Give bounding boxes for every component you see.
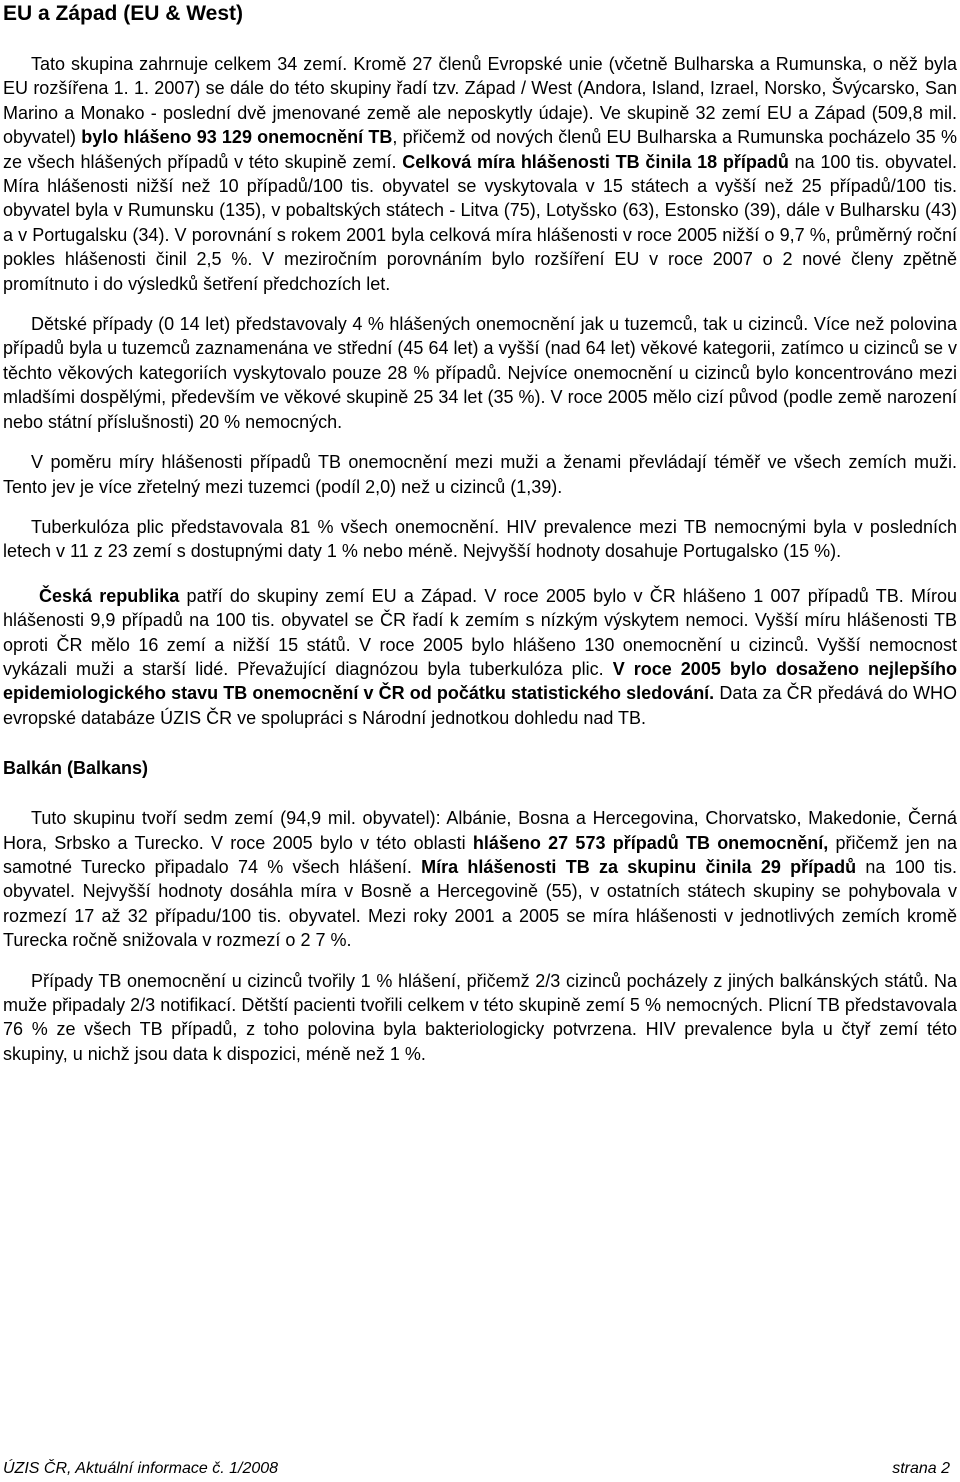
section-title-eu-west: EU a Západ (EU & West) [3, 2, 243, 25]
text-run: Data za ČR předává do WHO evropské databáze ÚZIS ČR ve spolupráci s Národní jednotkou dohledu nad TB. [3, 683, 957, 728]
document-page [3, 0, 957, 1066]
section-title-balkans: Balkán (Balkans) [3, 758, 149, 779]
bold-text-run: Celková míra hlášenosti TB činila 18 případů [402, 151, 789, 172]
bold-text-run: Míra hlášenosti TB za skupinu činila 29 případů [421, 856, 857, 877]
page-footer [3, 1460, 950, 1482]
text-run: , přičemž od nových členů EU Bulharska a Rumunska pocházelo 35 % ze všech hlášených případů v této skupině zemí. [3, 127, 957, 172]
text-run: patří do skupiny zemí EU a Západ. V roce 2005 bylo v ČR hlášeno 1 007 případů TB. Mírou hlášenosti 9,9 případů na 100 tis. obyvatel se ČR řadí k zemím s nízkým výskytem nemoci. Vyšší míru hlášenosti TB oproti ČR mělo 16 zemí a nižší 15 států. V roce 2005 bylo hlášeno 130 onemocnění u cizinců. Vyšší nemocnost vykázali muži a starší lidé. Převažující diagnózou byla tuberkulóza plic. [3, 585, 957, 679]
bold-text-run: hlášeno 27 573 případů TB onemocnění, [472, 832, 829, 853]
paragraph-balkans-overview [3, 806, 957, 952]
text-run: Tuto skupinu tvoří sedm zemí (94,9 mil. obyvatel): Albánie, Bosna a Hercegovina, Chorvatsko, Makedonie, Černá Hora, Srbsko a Turecko. V roce 2005 bylo v této oblasti [3, 808, 957, 853]
paragraph-pulmonary-hiv: Tuberkulóza plic představovala 81 % všech onemocnění. HIV prevalence mezi TB nemocnými byla v posledních letech v 11 z 23 zemí s dostupnými daty 1 % nebo méně. Nejvyšší hodnoty dosahuje Portugalsko (15 %). [3, 516, 957, 562]
paragraph-balkans-foreigners: Případy TB onemocnění u cizinců tvořily 1 % hlášení, přičemž 2/3 cizinců pocházely z jiných balkánských států. Na muže připadaly 2/3 notifikací. Dětští pacienti tvořili celkem v této skupině zemí 5 % nemocných. Plicní TB představovala 76 % ze všech TB případů, z toho polovina byla bakteriologicky potvrzena. HIV prevalence byla u čtyř zemí této skupiny, u nichž jsou data k dispozici, méně než 1 %. [3, 970, 957, 1064]
paragraph-children-cases: Dětské případy (0 14 let) představovaly 4 % hlášených onemocnění jak u tuzemců, tak u cizinců. Více než polovina případů byla u tuzemců zaznamenána ve střední (45 64 let) a vyšší (nad 64 let) věkové kategorii, zatímco u cizinců se v těchto věkových kategoriích vyskytovalo pouze 28 % případů. Nejvíce onemocnění u cizinců bylo koncentrováno mezi mladšími dospělými, především ve věkové skupině 25 34 let (35 %). V roce 2005 mělo cizí původ (podle země narození nebo státní příslušnosti) 20 % nemocných. [3, 314, 957, 432]
text-run: na 100 tis. obyvatel. Míra hlášenosti nižší než 10 případů/100 tis. obyvatel se vyskytovala v 15 státech a vyšší než 25 případů/100 tis. obyvatel byla v Rumunsku (135), v pobaltských státech - Litva (75), Lotyšsko (63), Estonsko (39), dále v Bulharsku (43) a v Portugalsku (34). V porovnání s rokem 2001 byla celková míra hlášenosti v roce 2005 nižší o 9,7 %, průměrný roční pokles hlášenosti činil 2,5 %. V meziročním porovnáním bylo rozšíření EU v roce 2007 o 2 nové členy zpětně promítnuto i do výsledků šetření předchozích let. [3, 151, 958, 294]
text-run: přičemž jen na samotné Turecko připadalo 74 % všech hlášení. [3, 832, 957, 877]
paragraph-czech-republic [3, 584, 957, 730]
bold-text-run: bylo hlášeno 93 129 onemocnění TB [81, 127, 393, 148]
bold-text-run: Česká republika [39, 585, 180, 606]
bold-text-run: V roce 2005 bylo dosaženo nejlepšího epidemiologického stavu TB onemocnění v ČR od počátku statistického sledování. [3, 658, 957, 704]
paragraph-gender-ratio: V poměru míry hlášenosti případů TB onemocnění mezi muži a ženami převládají téměř ve všech zemích muži. Tento jev je více zřetelný mezi tuzemci (podíl 2,0) než u cizinců (1,39). [3, 452, 957, 497]
footer-page-number: strana 2 [892, 1460, 950, 1477]
text-run: na 100 tis. obyvatel. Nejvyšší hodnoty dosáhla míra v Bosně a Hercegovině (55), v ostatních státech skupiny se pohybovala v rozmezí 17 až 32 případu/100 tis. obyvatel. Mezi roky 2001 a 2005 se míra hlášenosti v jednotlivých zemích kromě Turecka ročně snižovala v rozmezí o 2 7 %. [3, 856, 957, 951]
paragraph-eu-overview [3, 52, 957, 296]
footer-source: ÚZIS ČR, Aktuální informace č. 1/2008 [3, 1460, 279, 1477]
text-run: Tato skupina zahrnuje celkem 34 zemí. Kromě 27 členů Evropské unie (včetně Bulharska a Rumunska, o něž byla EU rozšířena 1. 1. 2007) se dále do této skupiny řadí tzv. Západ / West (Andora, Island, Izrael, Norsko, Švýcarsko, San Marino a Monako - poslední dvě jmenované země ale neposkytly údaje). Ve skupině 32 zemí EU a Západ (509,8 mil. obyvatel) [3, 54, 957, 148]
